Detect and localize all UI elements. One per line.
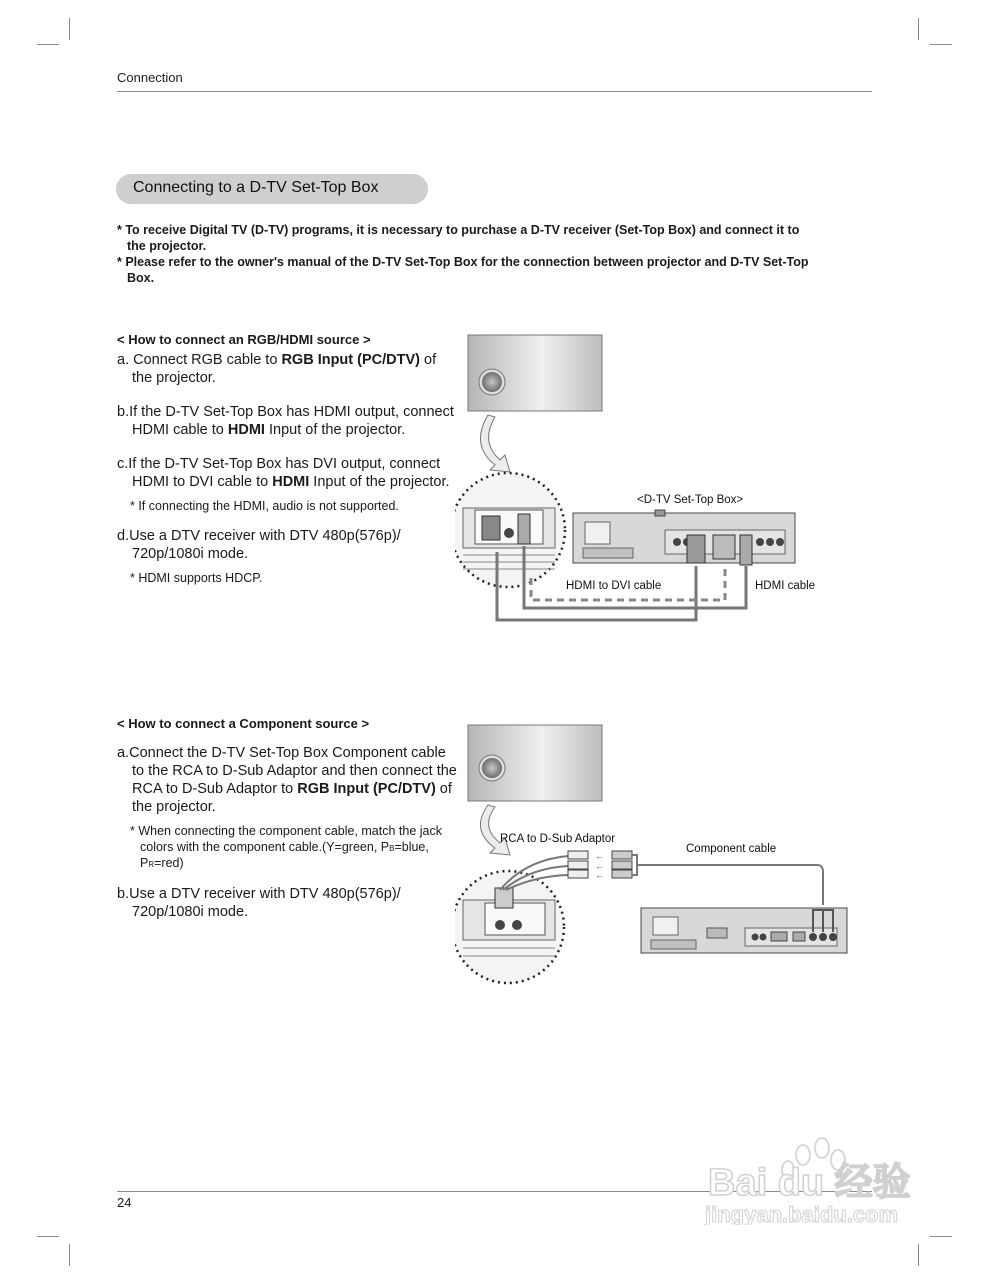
svg-text:Bai du 经验: Bai du 经验	[708, 1162, 911, 1204]
crop-mark	[37, 1236, 59, 1237]
crop-mark	[69, 1244, 70, 1266]
hdmi-dvi-cable-label: HDMI to DVI cable	[566, 580, 662, 592]
page-number: 24	[117, 1195, 132, 1210]
intro-note: * Please refer to the owner's manual of the D-TV Set-Top Box for the connection between projector and D-TV Set-Top Box.	[117, 255, 809, 285]
component-steps	[117, 744, 457, 937]
running-head: Connection	[117, 70, 183, 85]
stb-label: <D-TV Set-Top Box>	[637, 494, 744, 506]
crop-mark	[918, 1244, 919, 1266]
component-diagram	[455, 720, 855, 990]
section-title-pill	[116, 174, 428, 204]
svg-text:←: ←	[595, 851, 604, 861]
svg-text:jingyan.baidu.com: jingyan.baidu.com	[705, 1202, 899, 1225]
section-title: Connecting to a D-TV Set-Top Box	[133, 179, 379, 196]
baidu-watermark	[700, 1130, 940, 1225]
svg-text:←: ←	[595, 861, 604, 871]
component-cable-label: Component cable	[686, 843, 777, 855]
note-jack-colors: * When connecting the component cable, match the jack colors with the component cable.(Y=green, PB=blue, PR=red)	[130, 824, 442, 870]
note-hdcp: * HDMI supports HDCP.	[130, 570, 263, 585]
baidu-paw-logo-icon	[700, 1130, 940, 1225]
rgb-hdmi-diagram	[455, 330, 855, 630]
adaptor-label: RCA to D-Sub Adaptor	[500, 833, 616, 845]
step-c: c.If the D-TV Set-Top Box has DVI output, connect HDMI to DVI cable to HDMI Input of the projector.	[117, 456, 450, 490]
intro-note: * To receive Digital TV (D-TV) programs, it is necessary to purchase a D-TV receiver (Set-Top Box) and connect it to the projector.	[117, 223, 800, 253]
rgb-hdmi-heading: < How to connect an RGB/HDMI source >	[117, 332, 371, 347]
step-b: b.Use a DTV receiver with DTV 480p(576p)/ 720p/1080i mode.	[117, 885, 401, 920]
rgb-hdmi-steps	[117, 351, 457, 598]
step-b: b.If the D-TV Set-Top Box has HDMI output, connect HDMI cable to HDMI Input of the projector.	[117, 404, 454, 438]
step-a: a. Connect RGB cable to RGB Input (PC/DTV) of the projector.	[117, 352, 437, 386]
step-a: a.Connect the D-TV Set-Top Box Component cable to the RCA to D-Sub Adaptor and then connect the RCA to D-Sub Adaptor to RGB Input (PC/DTV) of the projector.	[117, 745, 457, 815]
component-heading: < How to connect a Component source >	[117, 716, 370, 731]
crop-mark	[918, 18, 919, 40]
hdmi-cable-label: HDMI cable	[755, 580, 816, 592]
svg-text:←: ←	[595, 870, 604, 880]
intro-notes	[117, 222, 817, 286]
header-rule	[117, 91, 872, 92]
component-illustration	[455, 720, 855, 990]
crop-mark	[69, 18, 70, 40]
note-audio: * If connecting the HDMI, audio is not supported.	[130, 499, 399, 513]
step-d: d.Use a DTV receiver with DTV 480p(576p)/ 720p/1080i mode.	[117, 527, 401, 562]
crop-mark	[37, 44, 59, 45]
crop-mark	[930, 1236, 952, 1237]
crop-mark	[930, 44, 952, 45]
